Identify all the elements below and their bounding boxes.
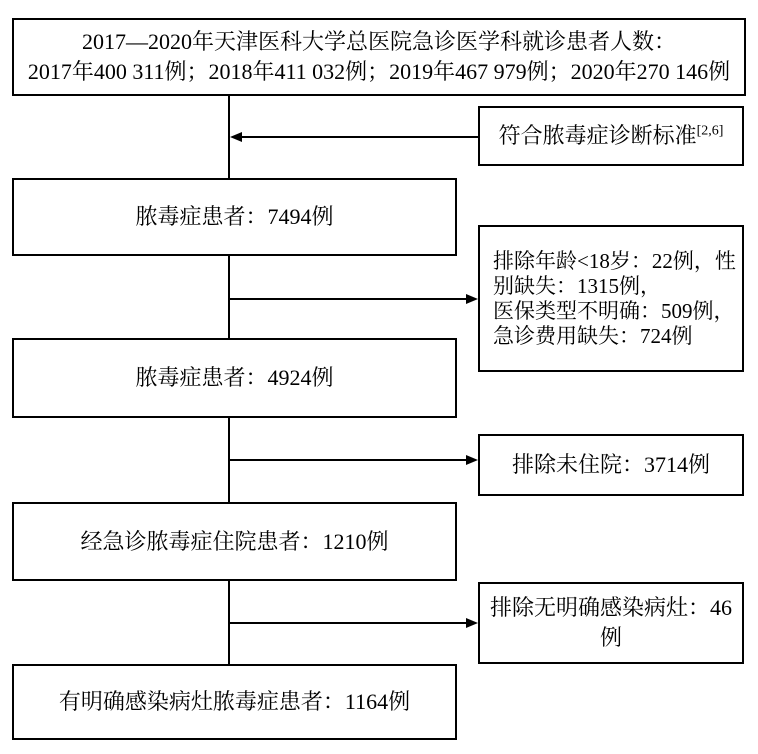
box-hospitalized-1210 xyxy=(12,502,457,581)
exclusion-not-hospitalized-label: 排除未住院：3714例 xyxy=(511,452,710,477)
sepsis-4924-label: 脓毒症患者：4924例 xyxy=(135,365,334,390)
sepsis-7494-label: 脓毒症患者：7494例 xyxy=(135,204,334,229)
exclusion2-arrow-line xyxy=(228,459,467,461)
exclusion3-arrowhead-right-icon xyxy=(466,618,478,628)
exclusion3-arrow-line xyxy=(228,622,467,624)
exclusion2-arrowhead-right-icon xyxy=(466,455,478,465)
box-exclusion-missing-data xyxy=(478,225,744,372)
exclusion1-arrowhead-right-icon xyxy=(466,294,478,304)
criteria-arrowhead-left-icon xyxy=(230,132,242,142)
total-patients-line1: 2017—2020年天津医科大学总医院急诊医学科就诊患者人数： xyxy=(81,29,676,54)
box-total-patients xyxy=(12,18,746,96)
hospitalized-1210-label: 经急诊脓毒症住院患者：1210例 xyxy=(80,528,389,554)
criteria-label xyxy=(499,121,724,151)
exclusion-no-infection-focus-label: 排除无明确感染病灶：46例 xyxy=(489,595,732,650)
criteria-text: 符合脓毒症诊断标准 xyxy=(498,123,697,148)
box-exclusion-no-infection-focus xyxy=(478,582,744,664)
exclusion-missing-data-line1: 排除年龄<18岁：22例，性 xyxy=(493,248,736,273)
exclusion1-arrow-line xyxy=(228,298,467,300)
criteria-reference-superscript: [2,6] xyxy=(696,123,724,139)
box-criteria xyxy=(478,106,744,166)
exclusion-missing-data-line3: 医保类型不明确：509例， xyxy=(493,298,735,323)
box-sepsis-7494 xyxy=(12,178,457,256)
box-sepsis-4924 xyxy=(12,338,457,418)
final-1164-label: 有明确感染病灶脓毒症患者：1164例 xyxy=(58,689,411,714)
box-exclusion-not-hospitalized xyxy=(478,434,744,496)
exclusion-missing-data-line2: 别缺失：1315例， xyxy=(493,273,661,298)
exclusion-missing-data-line4: 急诊费用缺失：724例 xyxy=(493,323,693,348)
box-final-1164 xyxy=(12,664,457,740)
criteria-arrow-line xyxy=(241,136,478,138)
connector-line-sepsis7494-to-sepsis4924 xyxy=(228,255,230,339)
total-patients-line2: 2017年400 311例；2018年411 032例；2019年467 979例；2020年270 146例 xyxy=(27,59,731,84)
